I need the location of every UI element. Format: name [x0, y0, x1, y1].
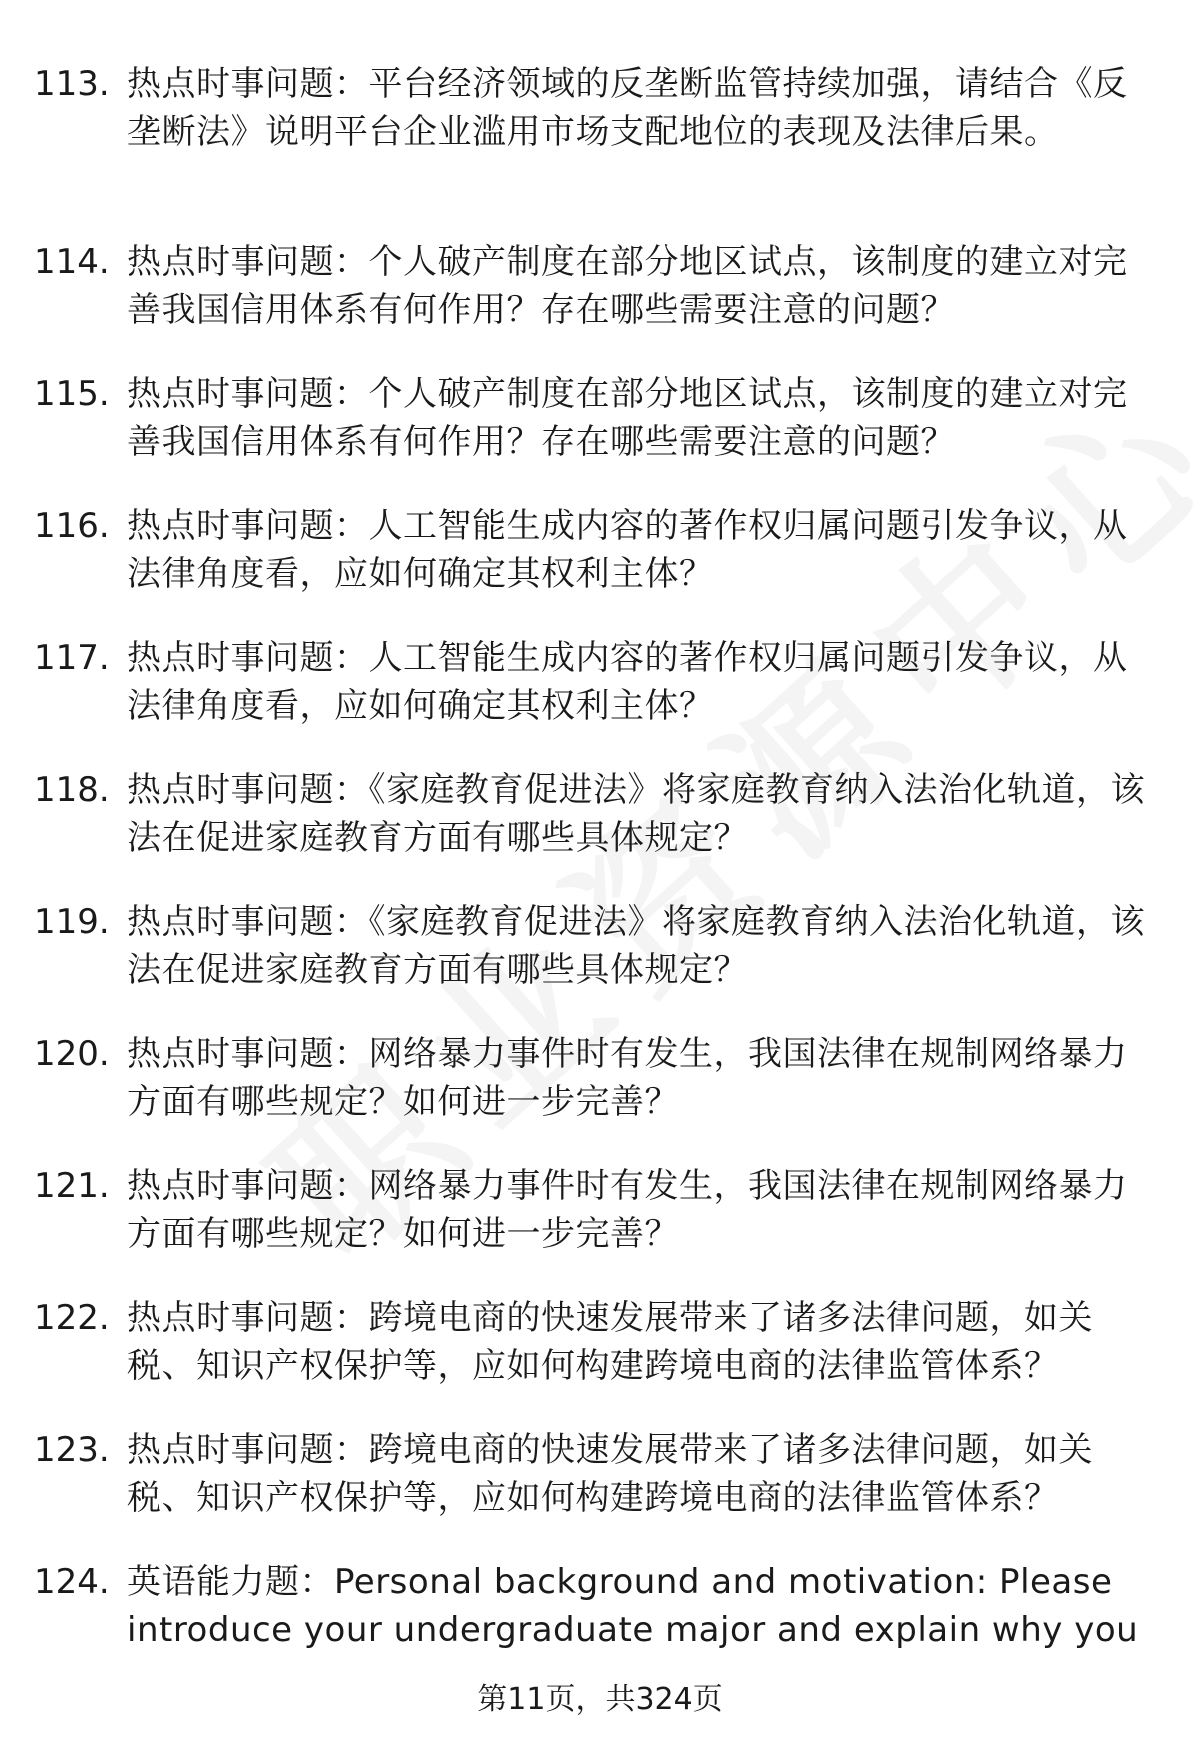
- item-number: 123.: [34, 1430, 110, 1470]
- list-item: [0, 1426, 1200, 1558]
- list-item: [0, 1558, 1200, 1690]
- list-item: [0, 898, 1200, 1030]
- list-item: [0, 60, 1200, 238]
- item-number: 117.: [34, 638, 110, 678]
- item-number: 114.: [34, 242, 110, 282]
- item-text: 热点时事问题：网络暴力事件时有发生，我国法律在规制网络暴力方面有哪些规定？如何进一步完善？: [127, 1034, 1128, 1122]
- item-text: 热点时事问题：网络暴力事件时有发生，我国法律在规制网络暴力方面有哪些规定？如何进一步完善？: [127, 1166, 1128, 1254]
- page-footer: 第11页，共324页: [477, 1682, 723, 1717]
- item-text: 热点时事问题：跨境电商的快速发展带来了诸多法律问题，如关税、知识产权保护等，应如何构建跨境电商的法律监管体系？: [127, 1298, 1093, 1386]
- item-text: 热点时事问题：跨境电商的快速发展带来了诸多法律问题，如关税、知识产权保护等，应如何构建跨境电商的法律监管体系？: [127, 1430, 1093, 1518]
- item-text: 热点时事问题：人工智能生成内容的著作权归属问题引发争议，从法律角度看，应如何确定其权利主体？: [127, 638, 1128, 726]
- item-text: 热点时事问题：人工智能生成内容的著作权归属问题引发争议，从法律角度看，应如何确定其权利主体？: [127, 506, 1128, 594]
- item-number: 118.: [34, 770, 110, 810]
- item-number: 116.: [34, 506, 110, 546]
- item-text: 英语能力题：Personal background and motivation: Please introduce your undergraduate major and explain why you: [127, 1562, 1139, 1650]
- list-item: [0, 502, 1200, 634]
- list-item: [0, 370, 1200, 502]
- item-text: 热点时事问题：《家庭教育促进法》将家庭教育纳入法治化轨道，该法在促进家庭教育方面有哪些具体规定？: [127, 770, 1145, 858]
- list-item: [0, 634, 1200, 766]
- item-number: 121.: [34, 1166, 110, 1206]
- list-item: [0, 238, 1200, 370]
- item-text: 热点时事问题：平台经济领域的反垄断监管持续加强，请结合《反垄断法》说明平台企业滥用市场支配地位的表现及法律后果。: [127, 64, 1128, 152]
- item-number: 119.: [34, 902, 110, 942]
- list-item: [0, 766, 1200, 898]
- list-item: [0, 1294, 1200, 1426]
- item-number: 115.: [34, 374, 110, 414]
- item-text: 热点时事问题：《家庭教育促进法》将家庭教育纳入法治化轨道，该法在促进家庭教育方面有哪些具体规定？: [127, 902, 1145, 990]
- item-number: 122.: [34, 1298, 110, 1338]
- item-text: 热点时事问题：个人破产制度在部分地区试点，该制度的建立对完善我国信用体系有何作用？存在哪些需要注意的问题？: [127, 242, 1128, 330]
- item-text: 热点时事问题：个人破产制度在部分地区试点，该制度的建立对完善我国信用体系有何作用？存在哪些需要注意的问题？: [127, 374, 1128, 462]
- list-item: [0, 1030, 1200, 1162]
- item-number: 124.: [34, 1562, 110, 1602]
- item-number: 113.: [34, 64, 110, 104]
- list-item: [0, 1162, 1200, 1294]
- question-list: [0, 60, 1200, 1690]
- item-number: 120.: [34, 1034, 110, 1074]
